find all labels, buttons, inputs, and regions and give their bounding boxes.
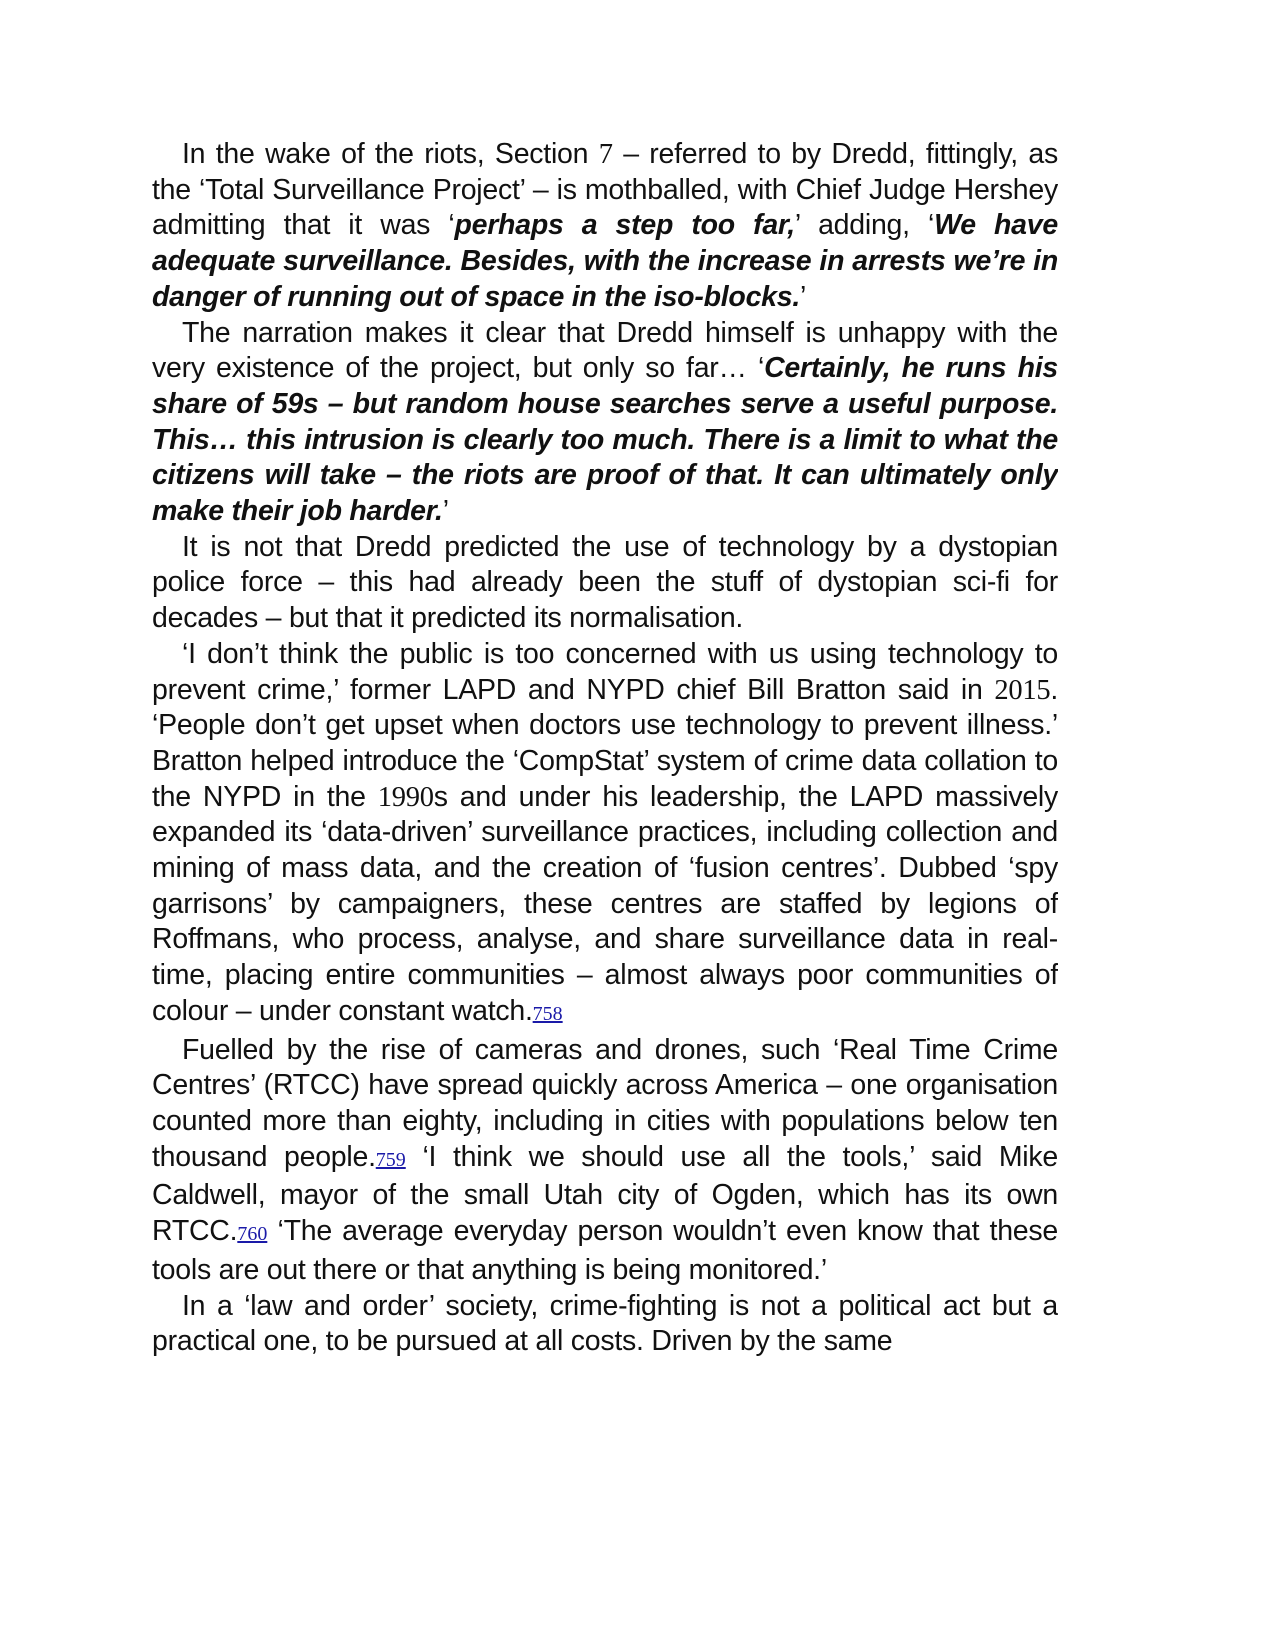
- text-segment: ‘I don’t think the public is too concerned with us using technology to prevent crime,’ former LAPD and NYPD chief Bill Bratton said in: [152, 637, 1058, 706]
- quote-emphasis: We have adequate surveillance. Besides, with the increase in arrests we’re in danger of running out of space in the iso-blocks.: [152, 209, 1058, 313]
- text-segment: Fuelled by the rise of cameras and drones, such ‘Real Time Crime Centres’ (RTCC) have spread quickly across America – one organisation counted more than eighty, including in cities with populations below ten thousand people.: [152, 1033, 1058, 1173]
- section-number: 7: [598, 139, 613, 170]
- footnote-link-759[interactable]: 759: [375, 1148, 406, 1171]
- text-segment: ‘I think we should use all the tools,’ said Mike Caldwell, mayor of the small Utah city of Ogden, which has its own RTCC.: [152, 1140, 1058, 1248]
- footnote-link-760[interactable]: 760: [237, 1223, 268, 1246]
- paragraph-normalisation: [152, 530, 1058, 637]
- text-segment: – referred to by Dredd, fittingly, as the ‘Total Surveillance Project’ – is mothballed, with Chief Judge Hershey admitting that it was ‘: [152, 138, 1058, 242]
- text-segment: It is not that Dredd predicted the use of technology by a dystopian police force – this had already been the stuff of dystopian sci-fi for decades – but that it predicted its normalisation.: [152, 530, 1058, 635]
- text-segment: s and under his leadership, the LAPD massively expanded its ‘data-driven’ surveillance practices, including collection and mining of mass data, and the creation of ‘fusion centres’. Dubbed ‘spy garrisons’ by campaigners, these centres are staffed by legions of Roffmans, who process, analyse, and share surveillance data in real-time, placing entire communities – almost always poor communities of colour – under constant watch.: [152, 780, 1058, 1027]
- paragraph-narration: [152, 316, 1058, 530]
- paragraph-bratton: [152, 637, 1058, 1033]
- quote-emphasis: perhaps a step too far,: [454, 209, 795, 242]
- paragraph-rtcc: [152, 1033, 1058, 1289]
- document-page: [152, 137, 1058, 1437]
- paragraph-riots-section-7: [152, 137, 1058, 316]
- text-segment: In a ‘law and order’ society, crime-fighting is not a political act but a practical one, to be pursued at all costs. Driven by the same: [152, 1289, 1058, 1358]
- text-segment: ‘The average everyday person wouldn’t even know that these tools are out there or that anything is being monitored.’: [152, 1215, 1058, 1286]
- year-number: 1990: [377, 781, 434, 813]
- text-segment: ’: [442, 495, 449, 528]
- text-segment: ’ adding, ‘: [794, 209, 935, 242]
- year-number: 2015: [994, 674, 1051, 706]
- paragraph-law-and-order: [152, 1289, 1058, 1360]
- text-segment: The narration makes it clear that Dredd himself is unhappy with the very existence of the project, but only so far… ‘: [152, 316, 1058, 385]
- text-segment: In the wake of the riots, Section: [182, 138, 599, 170]
- text-segment: ’: [800, 280, 807, 313]
- footnote-link-758[interactable]: 758: [532, 1002, 563, 1025]
- text-segment: . ‘People don’t get upset when doctors use technology to prevent illness.’ Bratton helped introduce the ‘CompStat’ system of crime data collation to the NYPD in the: [152, 673, 1058, 813]
- quote-emphasis: Certainly, he runs his share of 59s – but random house searches serve a useful purpose. This… this intrusion is clearly too much. There is a limit to what the citizens will take – the riots are proof of that. It can ultimately only make their job harder.: [152, 352, 1058, 528]
